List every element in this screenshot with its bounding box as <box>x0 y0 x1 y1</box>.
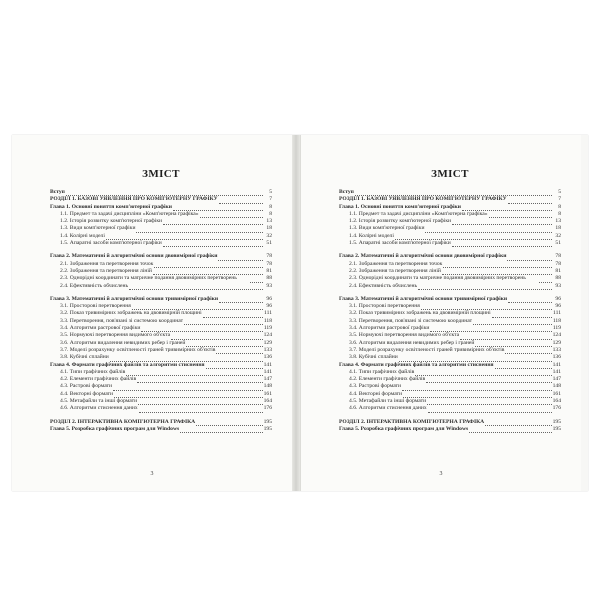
toc-entry <box>50 398 272 405</box>
toc-entry-title: 4.1. Типи графічних файлів <box>349 368 415 375</box>
toc-leader-dots <box>473 319 552 325</box>
toc-entry-page: 78 <box>555 253 561 260</box>
toc-entry <box>50 233 272 240</box>
toc-leader-dots <box>492 312 552 318</box>
toc-heading-entry <box>50 419 272 426</box>
toc-entry-page: 129 <box>552 339 561 346</box>
right-page <box>300 135 581 491</box>
toc-heading-entry <box>339 426 561 433</box>
toc-entry-title: 4.3. Растрові формати <box>349 383 401 390</box>
toc-entry-title: 1.1. Предмет та задачі дисципліни «Комп'ютерна графіка» <box>60 210 199 217</box>
toc-entry-page: 18 <box>266 225 272 232</box>
toc-entry <box>339 391 561 398</box>
toc-entry-page: 32 <box>266 232 272 239</box>
toc-entry-page: 93 <box>555 282 561 289</box>
toc-entry <box>50 332 272 339</box>
toc-leader-dots <box>495 363 552 369</box>
toc-entry-page: 147 <box>263 376 272 383</box>
toc-leader-dots <box>418 284 552 290</box>
toc-leader-dots <box>219 198 263 204</box>
toc-entry-page: 164 <box>263 398 272 405</box>
toc-entry-page: 111 <box>553 310 561 317</box>
toc-entry-page: 81 <box>266 267 272 274</box>
toc-entry-page: 51 <box>555 240 561 247</box>
toc-entry-page: 161 <box>263 390 272 397</box>
toc-leader-dots <box>219 297 263 303</box>
toc-entry-title: 1.5. Апаратні засоби комп'ютерної графіки <box>60 240 162 247</box>
toc-entry <box>339 233 561 240</box>
toc-entry-page: 96 <box>266 295 272 302</box>
toc-entry <box>339 383 561 390</box>
toc-entry-title: Глава 5. Розробка графічних програм для Windows <box>50 425 180 432</box>
toc-entry-title: 3.5. Нормуючі перетворення видимого об'єкта <box>60 332 171 339</box>
toc-entry-title: 2.1. Зображення та перетворення точок <box>349 260 443 267</box>
toc-entry-page: 8 <box>558 210 561 217</box>
toc-entry-title: 1.2. Історія розвитку комп'ютерної графіки <box>60 218 163 225</box>
toc-entry-page: 8 <box>269 203 272 210</box>
toc-heading-entry <box>339 362 561 369</box>
toc-entry-title: Глава 1. Основні поняття комп'ютерної графіки <box>50 203 172 210</box>
toc-leader-dots <box>425 227 552 233</box>
toc-entry-page: 8 <box>558 203 561 210</box>
toc-entry-page: 148 <box>263 383 272 390</box>
toc-entry-title: Глава 4. Формати графічних файлів та алгоритми стиснення <box>50 361 205 368</box>
toc-entry-title: Глава 4. Формати графічних файлів та алгоритми стиснення <box>339 361 494 368</box>
toc-entry-page: 124 <box>263 332 272 339</box>
toc-entry-page: 88 <box>266 275 272 282</box>
toc-entry-title: 3.8. Кубічні сплайни <box>349 354 398 361</box>
toc-entry <box>339 240 561 247</box>
toc-leader-dots <box>163 241 263 247</box>
toc-entry <box>50 225 272 232</box>
toc-entry-title: 4.2. Елементи графічних файлів <box>349 376 426 383</box>
toc-leader-dots <box>250 277 263 283</box>
toc-leader-dots <box>428 407 552 413</box>
toc-entry <box>50 275 272 282</box>
toc-entry-title: 3.6. Алгоритми видалення невидимих ребер і граней <box>349 339 475 346</box>
left-page <box>12 135 293 491</box>
toc-entry-title: РОЗДІЛ 2. ІНТЕРАКТИВНА КОМП'ЮТЕРНА ГРАФІКА <box>339 418 485 425</box>
toc-leader-dots <box>139 407 263 413</box>
toc-entry-title: 3.2. Показ тривимірних зображень на двовимірній площині <box>349 310 491 317</box>
toc-entry-page: 18 <box>555 225 561 232</box>
toc-entry-page: 7 <box>269 196 272 203</box>
toc-entry-page: 124 <box>552 332 561 339</box>
toc-entry <box>50 318 272 325</box>
toc-entry-title: 4.6. Алгоритми стиснення даних <box>60 405 138 412</box>
toc-heading-entry <box>50 204 272 211</box>
toc-entry-page: 118 <box>552 317 561 324</box>
toc-entry-page: 195 <box>263 418 272 425</box>
toc-entry-page: 93 <box>266 282 272 289</box>
toc-entry <box>50 268 272 275</box>
toc-entry-page: 161 <box>552 390 561 397</box>
toc-entry <box>50 283 272 290</box>
toc-entry-page: 81 <box>555 267 561 274</box>
toc-leader-dots <box>489 212 552 218</box>
toc-leader-dots <box>443 262 552 268</box>
toc-entry <box>339 398 561 405</box>
toc-leader-dots <box>415 370 551 376</box>
toc-heading-entry <box>339 189 561 196</box>
toc-entry-page: 32 <box>555 232 561 239</box>
toc-heading-entry <box>339 253 561 260</box>
toc-entry-page: 51 <box>266 240 272 247</box>
toc-entry-title: 1.1. Предмет та задачі дисципліни «Комп'ютерна графіка» <box>349 210 488 217</box>
toc-leader-dots <box>113 385 263 391</box>
toc-heading-entry <box>50 253 272 260</box>
toc-heading-entry <box>50 296 272 303</box>
toc-entry <box>50 383 272 390</box>
toc-entry-page: 96 <box>555 303 561 310</box>
toc-entry-title: 3.3. Перетворення, пов'язані зі системою координат <box>60 317 184 324</box>
toc-entry-title: Вступ <box>50 189 65 195</box>
toc-entry-page: 148 <box>552 383 561 390</box>
toc-entry-title: 3.7. Моделі розрахунку освітленості граней тривимірних об'єктів <box>60 346 216 353</box>
toc-entry-title: 3.6. Алгоритми видалення невидимих ребер і граней <box>60 339 186 346</box>
toc-entry <box>50 240 272 247</box>
toc-entry-title: Глава 3. Математичні й алгоритмічні основи тривимірної графіки <box>339 295 508 302</box>
toc-entry-title: 2.3. Однорідні координати та матричне подання двовимірних перетворень <box>60 275 237 282</box>
toc-entry <box>339 275 561 282</box>
toc-entry-title: 3.7. Моделі розрахунку освітленості граней тривимірних об'єктів <box>349 346 505 353</box>
toc-heading-entry <box>339 196 561 203</box>
toc-leader-dots <box>426 377 551 383</box>
toc-entry-page: 119 <box>263 325 272 332</box>
toc-entry-page: 7 <box>558 196 561 203</box>
toc-entry-title: 4.6. Алгоритми стиснення даних <box>349 405 427 412</box>
toc-leader-dots <box>180 427 262 433</box>
toc-entry-page: 141 <box>552 361 561 368</box>
toc-entry-title: 1.4. Колірні моделі <box>60 232 105 239</box>
toc-entry-title: 2.2. Зображення та перетворення ліній <box>349 267 441 274</box>
toc-entry <box>50 261 272 268</box>
toc-entry-title: 4.3. Растрові формати <box>60 383 112 390</box>
toc-entry-title: 2.4. Ефективність обчислень <box>349 282 417 289</box>
toc-leader-dots <box>196 420 262 426</box>
toc-entry-title: 4.1. Типи графічних файлів <box>60 368 126 375</box>
toc-entry-title: 2.4. Ефективність обчислень <box>60 282 128 289</box>
toc-entry-page: 136 <box>552 354 561 361</box>
toc-entry-page: 78 <box>555 260 561 267</box>
toc-entry <box>339 225 561 232</box>
toc-entry-title: 1.5. Апаратні засоби комп'ютерної графіки <box>349 240 451 247</box>
toc-entry-title: Глава 5. Розробка графічних програм для Windows <box>339 425 469 432</box>
toc-entry-page: 78 <box>266 253 272 260</box>
toc-heading-entry <box>339 419 561 426</box>
toc-entry-page: 88 <box>555 275 561 282</box>
toc-title: ЗМІСТ <box>142 168 180 180</box>
toc-entry-page: 141 <box>263 368 272 375</box>
toc-entry-title: Глава 1. Основні поняття комп'ютерної графіки <box>339 203 461 210</box>
toc-entry-page: 195 <box>263 425 272 432</box>
toc-leader-dots <box>508 297 552 303</box>
toc-leader-dots <box>216 348 262 354</box>
toc-entry-title: 4.5. Метафайли та інші формати <box>349 398 427 405</box>
toc-leader-dots <box>200 212 263 218</box>
toc-entry <box>339 310 561 317</box>
toc-entry-title: 1.2. Історія розвитку комп'ютерної графіки <box>349 218 452 225</box>
toc-entry <box>339 283 561 290</box>
toc-entry-page: 133 <box>552 346 561 353</box>
toc-leader-dots <box>136 227 263 233</box>
toc-entry <box>339 261 561 268</box>
toc-leader-dots <box>126 370 262 376</box>
toc-leader-dots <box>427 399 552 405</box>
toc-title: ЗМІСТ <box>431 168 469 180</box>
toc-entry-page: 133 <box>263 346 272 353</box>
toc-entry-title: 4.4. Векторні формати <box>349 390 402 397</box>
toc-heading-entry <box>50 362 272 369</box>
toc-right <box>339 168 561 433</box>
toc-heading-entry <box>339 204 561 211</box>
toc-entry-page: 147 <box>552 376 561 383</box>
toc-entry-page: 111 <box>264 310 272 317</box>
toc-entry-title: Вступ <box>339 189 354 195</box>
toc-entry-page: 78 <box>266 260 272 267</box>
toc-entry-page: 118 <box>263 317 272 324</box>
toc-entry-page: 119 <box>552 325 561 332</box>
toc-leader-dots <box>184 319 263 325</box>
toc-entry-page: 141 <box>263 361 272 368</box>
toc-entry-page: 136 <box>263 354 272 361</box>
toc-entry-title: РОЗДІЛ 1. БАЗОВІ УЯВЛЕННЯ ПРО КОМП'ЮТЕРНУ ГРАФІКУ <box>339 196 507 203</box>
toc-entry-title: 3.4. Алгоритми растрової графіки <box>60 325 141 332</box>
toc-entry-title: 3.1. Просторові перетворення <box>60 303 131 310</box>
toc-entry-title: 3.8. Кубічні сплайни <box>60 354 109 361</box>
book-gutter <box>292 135 300 491</box>
toc-entry-title: 3.4. Алгоритми растрової графіки <box>349 325 430 332</box>
toc-entry <box>339 318 561 325</box>
toc-entries <box>50 189 272 433</box>
toc-entry-page: 8 <box>269 210 272 217</box>
page-number: 3 <box>150 471 154 477</box>
toc-entry <box>50 405 272 412</box>
page-number: 3 <box>439 471 443 477</box>
toc-entry-title: 2.1. Зображення та перетворення точок <box>60 260 154 267</box>
toc-leader-dots <box>452 219 552 225</box>
toc-entry-title: 2.3. Однорідні координати та матричне подання двовимірних перетворень <box>349 275 526 282</box>
toc-leader-dots <box>138 399 263 405</box>
toc-entry <box>339 340 561 347</box>
toc-entry-title: 4.5. Метафайли та інші формати <box>60 398 138 405</box>
toc-entry-page: 164 <box>552 398 561 405</box>
toc-entry-title: 4.2. Елементи графічних файлів <box>60 376 137 383</box>
toc-entry-title: Глава 2. Математичні й алгоритмічні основи двовимірної графіки <box>339 253 507 260</box>
toc-entry-page: 96 <box>266 303 272 310</box>
toc-entry-title: 3.2. Показ тривимірних зображень на двовимірній площині <box>60 310 202 317</box>
toc-leader-dots <box>163 219 263 225</box>
toc-entry <box>339 332 561 339</box>
toc-entry-page: 176 <box>263 405 272 412</box>
toc-entry-title: РОЗДІЛ 1. БАЗОВІ УЯВЛЕННЯ ПРО КОМП'ЮТЕРНУ ГРАФІКУ <box>50 196 218 203</box>
toc-heading-entry <box>339 296 561 303</box>
toc-leader-dots <box>154 262 263 268</box>
toc-entry <box>50 354 272 361</box>
toc-entries <box>339 189 561 433</box>
toc-entry-page: 141 <box>552 368 561 375</box>
toc-entry <box>50 391 272 398</box>
toc-entry-title: Глава 3. Математичні й алгоритмічні основи тривимірної графіки <box>50 295 219 302</box>
toc-entry-page: 5 <box>558 189 561 195</box>
toc-entry-title: Глава 2. Математичні й алгоритмічні основи двовимірної графіки <box>50 253 218 260</box>
toc-entry-page: 13 <box>555 218 561 225</box>
toc-entry-page: 176 <box>552 405 561 412</box>
toc-entry <box>339 354 561 361</box>
toc-entry-page: 195 <box>552 418 561 425</box>
toc-entry-title: РОЗДІЛ 2. ІНТЕРАКТИВНА КОМП'ЮТЕРНА ГРАФІКА <box>50 418 196 425</box>
toc-entry-page: 195 <box>552 425 561 432</box>
toc-leader-dots <box>507 255 552 261</box>
toc-leader-dots <box>129 284 263 290</box>
toc-entry-page: 13 <box>266 218 272 225</box>
toc-leader-dots <box>485 420 551 426</box>
toc-entry <box>339 268 561 275</box>
toc-leader-dots <box>508 198 552 204</box>
toc-entry-page: 5 <box>269 189 272 195</box>
toc-entry-page: 129 <box>263 339 272 346</box>
toc-leader-dots <box>137 377 262 383</box>
toc-heading-entry <box>50 426 272 433</box>
toc-entry-title: 3.5. Нормуючі перетворення видимого об'єкта <box>349 332 460 339</box>
toc-entry-title: 1.3. Види комп'ютерної графіки <box>60 225 136 232</box>
toc-leader-dots <box>539 277 552 283</box>
toc-leader-dots <box>452 241 552 247</box>
toc-left <box>50 168 272 433</box>
toc-entry-title: 1.4. Колірні моделі <box>349 232 394 239</box>
toc-entry-page: 96 <box>555 295 561 302</box>
toc-entry-title: 4.4. Векторні формати <box>60 390 113 397</box>
toc-entry <box>50 340 272 347</box>
toc-leader-dots <box>206 363 263 369</box>
toc-entry <box>339 405 561 412</box>
toc-leader-dots <box>218 255 263 261</box>
toc-entry-title: 3.1. Просторові перетворення <box>349 303 420 310</box>
toc-heading-entry <box>50 189 272 196</box>
toc-entry <box>50 310 272 317</box>
toc-heading-entry <box>50 196 272 203</box>
toc-leader-dots <box>203 312 263 318</box>
toc-leader-dots <box>505 348 551 354</box>
toc-entry-title: 3.3. Перетворення, пов'язані зі системою координат <box>349 317 473 324</box>
toc-entry-title: 2.2. Зображення та перетворення ліній <box>60 267 152 274</box>
toc-leader-dots <box>402 385 552 391</box>
toc-leader-dots <box>469 427 551 433</box>
toc-entry-title: 1.3. Види комп'ютерної графіки <box>349 225 425 232</box>
